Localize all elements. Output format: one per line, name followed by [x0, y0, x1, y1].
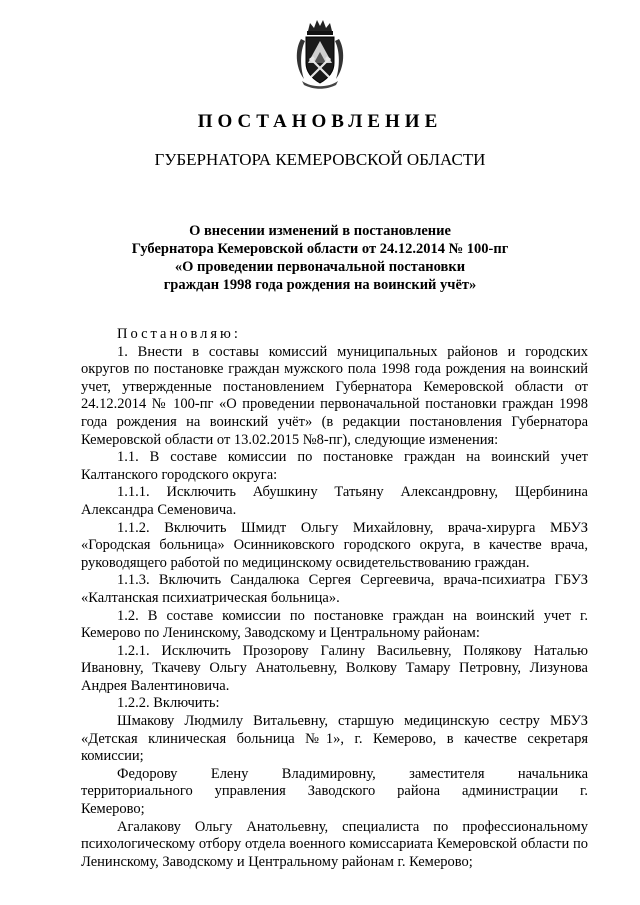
- heading-line: О внесении изменений в постановление: [189, 223, 451, 239]
- heading-line: граждан 1998 года рождения на воинский учёт»: [163, 277, 477, 293]
- heading-line: Губернатора Кемеровской области от 24.12.2014 № 100-пг: [131, 241, 509, 257]
- heading-line: «О проведении первоначальной постановки: [174, 259, 466, 275]
- paragraph-agalakova: Агалакову Ольгу Анатольевну, специалиста по профессиональному психологическому отбору отдела военного комиссариата Кемеровской области по Ленинскому, Заводскому и Центральному районам г. Кемерово;: [81, 818, 588, 870]
- kemerovo-coat-of-arms-icon: [292, 19, 348, 89]
- paragraph-1-2-2: 1.2.2. Включить:: [117, 695, 220, 712]
- paragraph-1-1: 1.1. В составе комиссии по постановке граждан на воинский учет Калтанского городского округа:: [81, 449, 588, 483]
- document-body: [81, 326, 588, 871]
- paragraph-fedorova: Федорову Елену Владимировну, заместителя начальника территориального управления Заводского района администрации г. Кемерово;: [81, 765, 588, 818]
- paragraph-1-1-2: 1.1.2. Включить Шмидт Ольгу Михайловну, врача-хирурга МБУЗ «Городская больница» Осинниковского городского округа, в качестве врача, руководящего работой по медицинскому освидетельствованию граждан.: [81, 519, 588, 571]
- paragraph-1-1-1: 1.1.1. Исключить Абушкину Татьяну Александровну, Щербинина Александра Семеновича.: [81, 484, 588, 518]
- paragraph-shmakova: Шмакову Людмилу Витальевну, старшую медицинскую сестру МБУЗ «Детская клиническая больница №1», г. Кемерово, в качестве секретаря комиссии;: [81, 713, 588, 765]
- document-title: ПОСТАНОВЛЕНИЕ: [197, 111, 443, 132]
- resolution-heading: [100, 222, 540, 294]
- paragraph-1: 1. Внести в составы комиссий муниципальных районов и городских округов по постановке граждан мужского пола 1998 года рождения на воинский учет, утвержденные постановлением Губернатора Кемеровской области от 24.12.2014 № 100-пг «О проведении первоначальной постановки граждан 1998 года рождения на воинский учёт» (в редакции постановления Губернатора Кемеровской области от 13.02.2015 №8-пг), следующие изменения:: [81, 343, 588, 448]
- paragraph-1-2: 1.2. В составе комиссии по постановке граждан на воинский учет г. Кемерово по Ленинскому, Заводскому и Центральному районам:: [81, 607, 588, 642]
- issuer-line: ГУБЕРНАТОРА КЕМЕРОВСКОЙ ОБЛАСТИ: [154, 150, 486, 169]
- paragraph-1-1-3: 1.1.3. Включить Сандалюка Сергея Сергеевича, врача-психиатра ГБУЗ «Калтанская психиатрическая больница».: [81, 572, 588, 606]
- paragraph-1-2-1: 1.2.1. Исключить Прозорову Галину Васильевну, Полякову Наталью Ивановну, Ткачеву Ольгу Анатольевну, Волкову Тамару Петровну, Лизунова Андрея Валентиновича.: [81, 642, 588, 694]
- decree-intro: Постановляю:: [117, 326, 241, 342]
